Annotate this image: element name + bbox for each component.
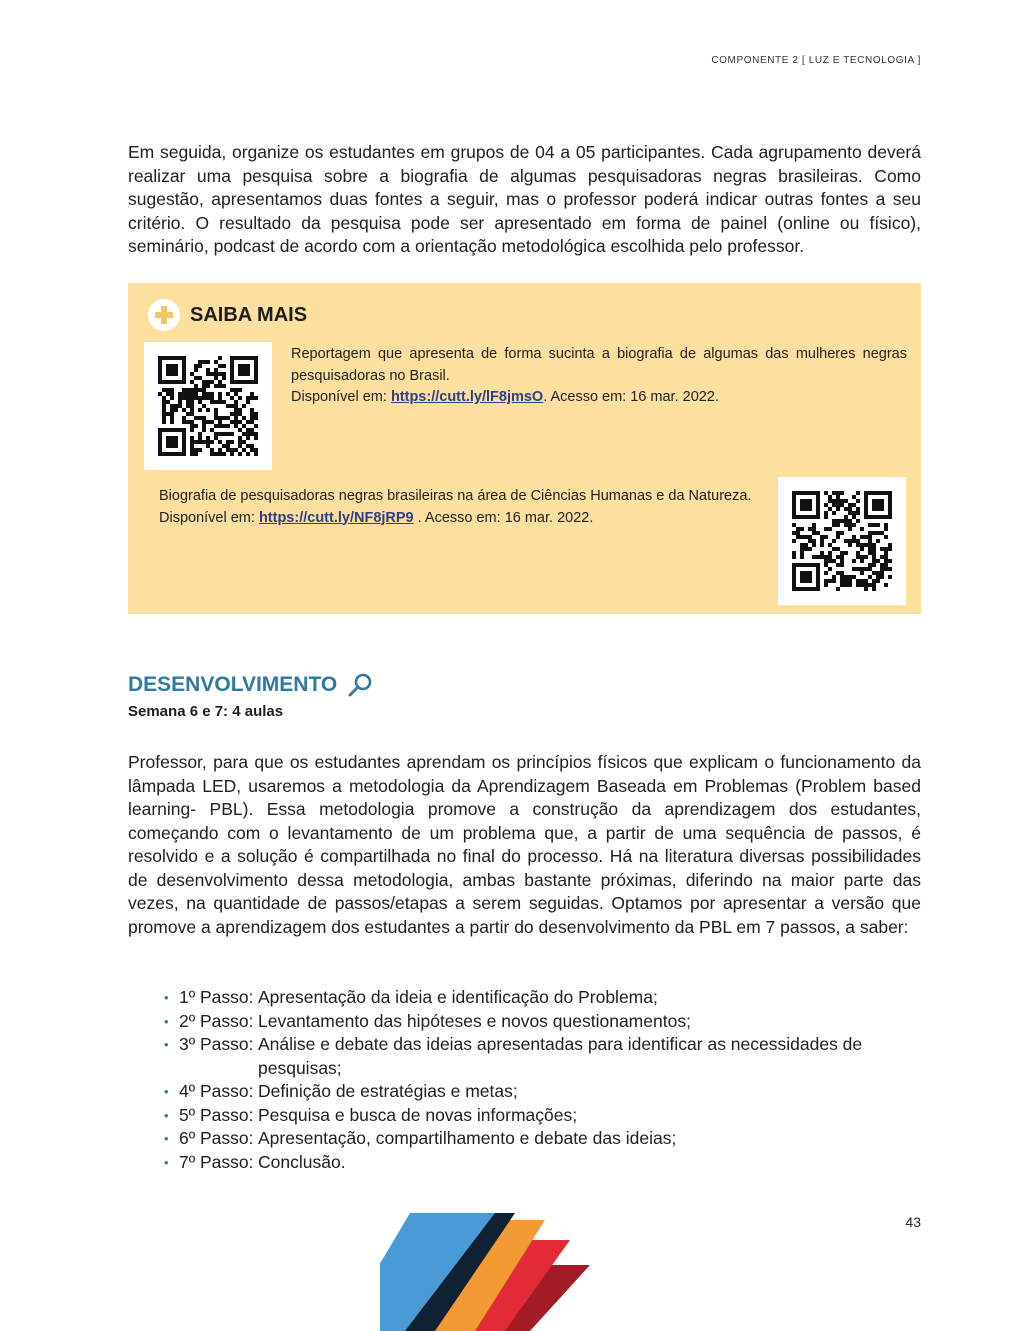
step-label: 2º Passo: [179,1010,254,1031]
reference-2-link[interactable]: https://cutt.ly/NF8jRP9 [258,509,414,526]
bullet-icon: • [164,1037,169,1052]
reference-1 [291,344,907,409]
list-item [160,986,920,1010]
step-text: Apresentação, compartilhamento e debate das ideias; [258,1128,677,1148]
reference-2-text: Biografia de pesquisadoras negras brasileiras na área de Ciências Humanas e da Natureza. [159,488,752,504]
bullet-icon: • [164,990,169,1005]
list-item [160,1033,920,1080]
step-label: 3º Passo: [179,1034,254,1054]
section-title [128,672,373,698]
reference-2 [159,486,753,529]
saiba-mais-header [148,299,307,331]
step-text: Levantamento das hipóteses e novos questionamentos; [258,1010,691,1031]
page-number: 43 [905,1214,921,1230]
intro-paragraph: Em seguida, organize os estudantes em grupos de 04 a 05 participantes. Cada agrupamento deverá realizar uma pesquisa sobre a biografia de algumas pesquisadoras negras brasileiras. Como sugestão, apresentamos duas fontes a seguir, mas o professor poderá indicar outras fontes a seu critério. O resultado da pesquisa pode ser apresentado em forma de painel (online ou físico), seminário, podcast de acordo com a orientação metodológica escolhida pelo professor. [128,142,921,257]
decorative-stripes [380,1205,640,1331]
step-text: Análise e debate das ideias apresentadas para identificar as necessidades de pesquisas; [258,1034,863,1078]
qr-code-icon [158,356,258,456]
reference-1-available-label: Disponível em: [291,389,391,405]
qr-code-1 [144,342,272,470]
bullet-icon: • [164,1084,169,1099]
list-item [160,1010,920,1034]
reference-2-access: . Acesso em: 16 mar. 2022. [413,509,594,526]
bullet-icon: • [164,1013,169,1029]
qr-code-2 [778,477,906,605]
development-title: DESENVOLVIMENTO [128,673,338,696]
step-label: 7º Passo: [179,1151,254,1172]
section-subtitle: Semana 6 e 7: 4 aulas [128,703,284,720]
reference-2-available-label: Disponível em: [159,509,259,526]
step-text: Conclusão. [258,1151,346,1172]
step-label: 6º Passo: [179,1128,254,1148]
list-item [160,1127,920,1151]
saiba-mais-box [128,283,921,614]
step-label: 5º Passo: [179,1104,254,1125]
running-header: COMPONENTE 2 [ LUZ E TECNOLOGIA ] [711,55,921,66]
reference-1-link[interactable]: https://cutt.ly/lF8jmsO [390,389,544,405]
step-text: Definição de estratégias e metas; [258,1081,518,1101]
step-label: 4º Passo: [179,1081,254,1101]
bullet-icon: • [164,1154,169,1170]
list-item [160,1104,920,1128]
magnifier-icon [347,672,373,698]
qr-code-icon [792,491,892,591]
list-item [160,1080,920,1104]
list-item [160,1151,920,1175]
step-label: 1º Passo: [179,987,254,1007]
bullet-icon: • [164,1107,169,1123]
step-text: Apresentação da ideia e identificação do Problema; [258,987,658,1007]
reference-1-text: Reportagem que apresenta de forma sucinta a biografia de algumas das mulheres negras pesquisadoras no Brasil. [291,346,907,384]
plus-circle-icon [148,299,180,331]
reference-1-access: . Acesso em: 16 mar. 2022. [543,389,719,405]
development-paragraph: Professor, para que os estudantes aprendam os princípios físicos que explicam o funcionamento da lâmpada LED, usaremos a metodologia da Aprendizagem Baseada em Problemas (Problem based learning- PBL). Essa metodologia promove a construção da aprendizagem dos estudantes, começando com o levantamento de um problema que, a partir de uma sequência de passos, é resolvido e a solução é compartilhada no final do processo. Há na literatura diversas possibilidades de desenvolvimento dessa metodologia, ambas bastante próximas, diferindo na maior parte das vezes, na quantidade de passos/etapas a serem seguidas. Optamos por apresentar a versão que promove a aprendizagem dos estudantes a partir do desenvolvimento da PBL em 7 passos, a saber: [128,752,921,937]
bullet-icon: • [164,1131,169,1146]
steps-list [160,986,920,1174]
saiba-mais-title: SAIBA MAIS [190,303,308,326]
step-text: Pesquisa e busca de novas informações; [258,1104,578,1125]
